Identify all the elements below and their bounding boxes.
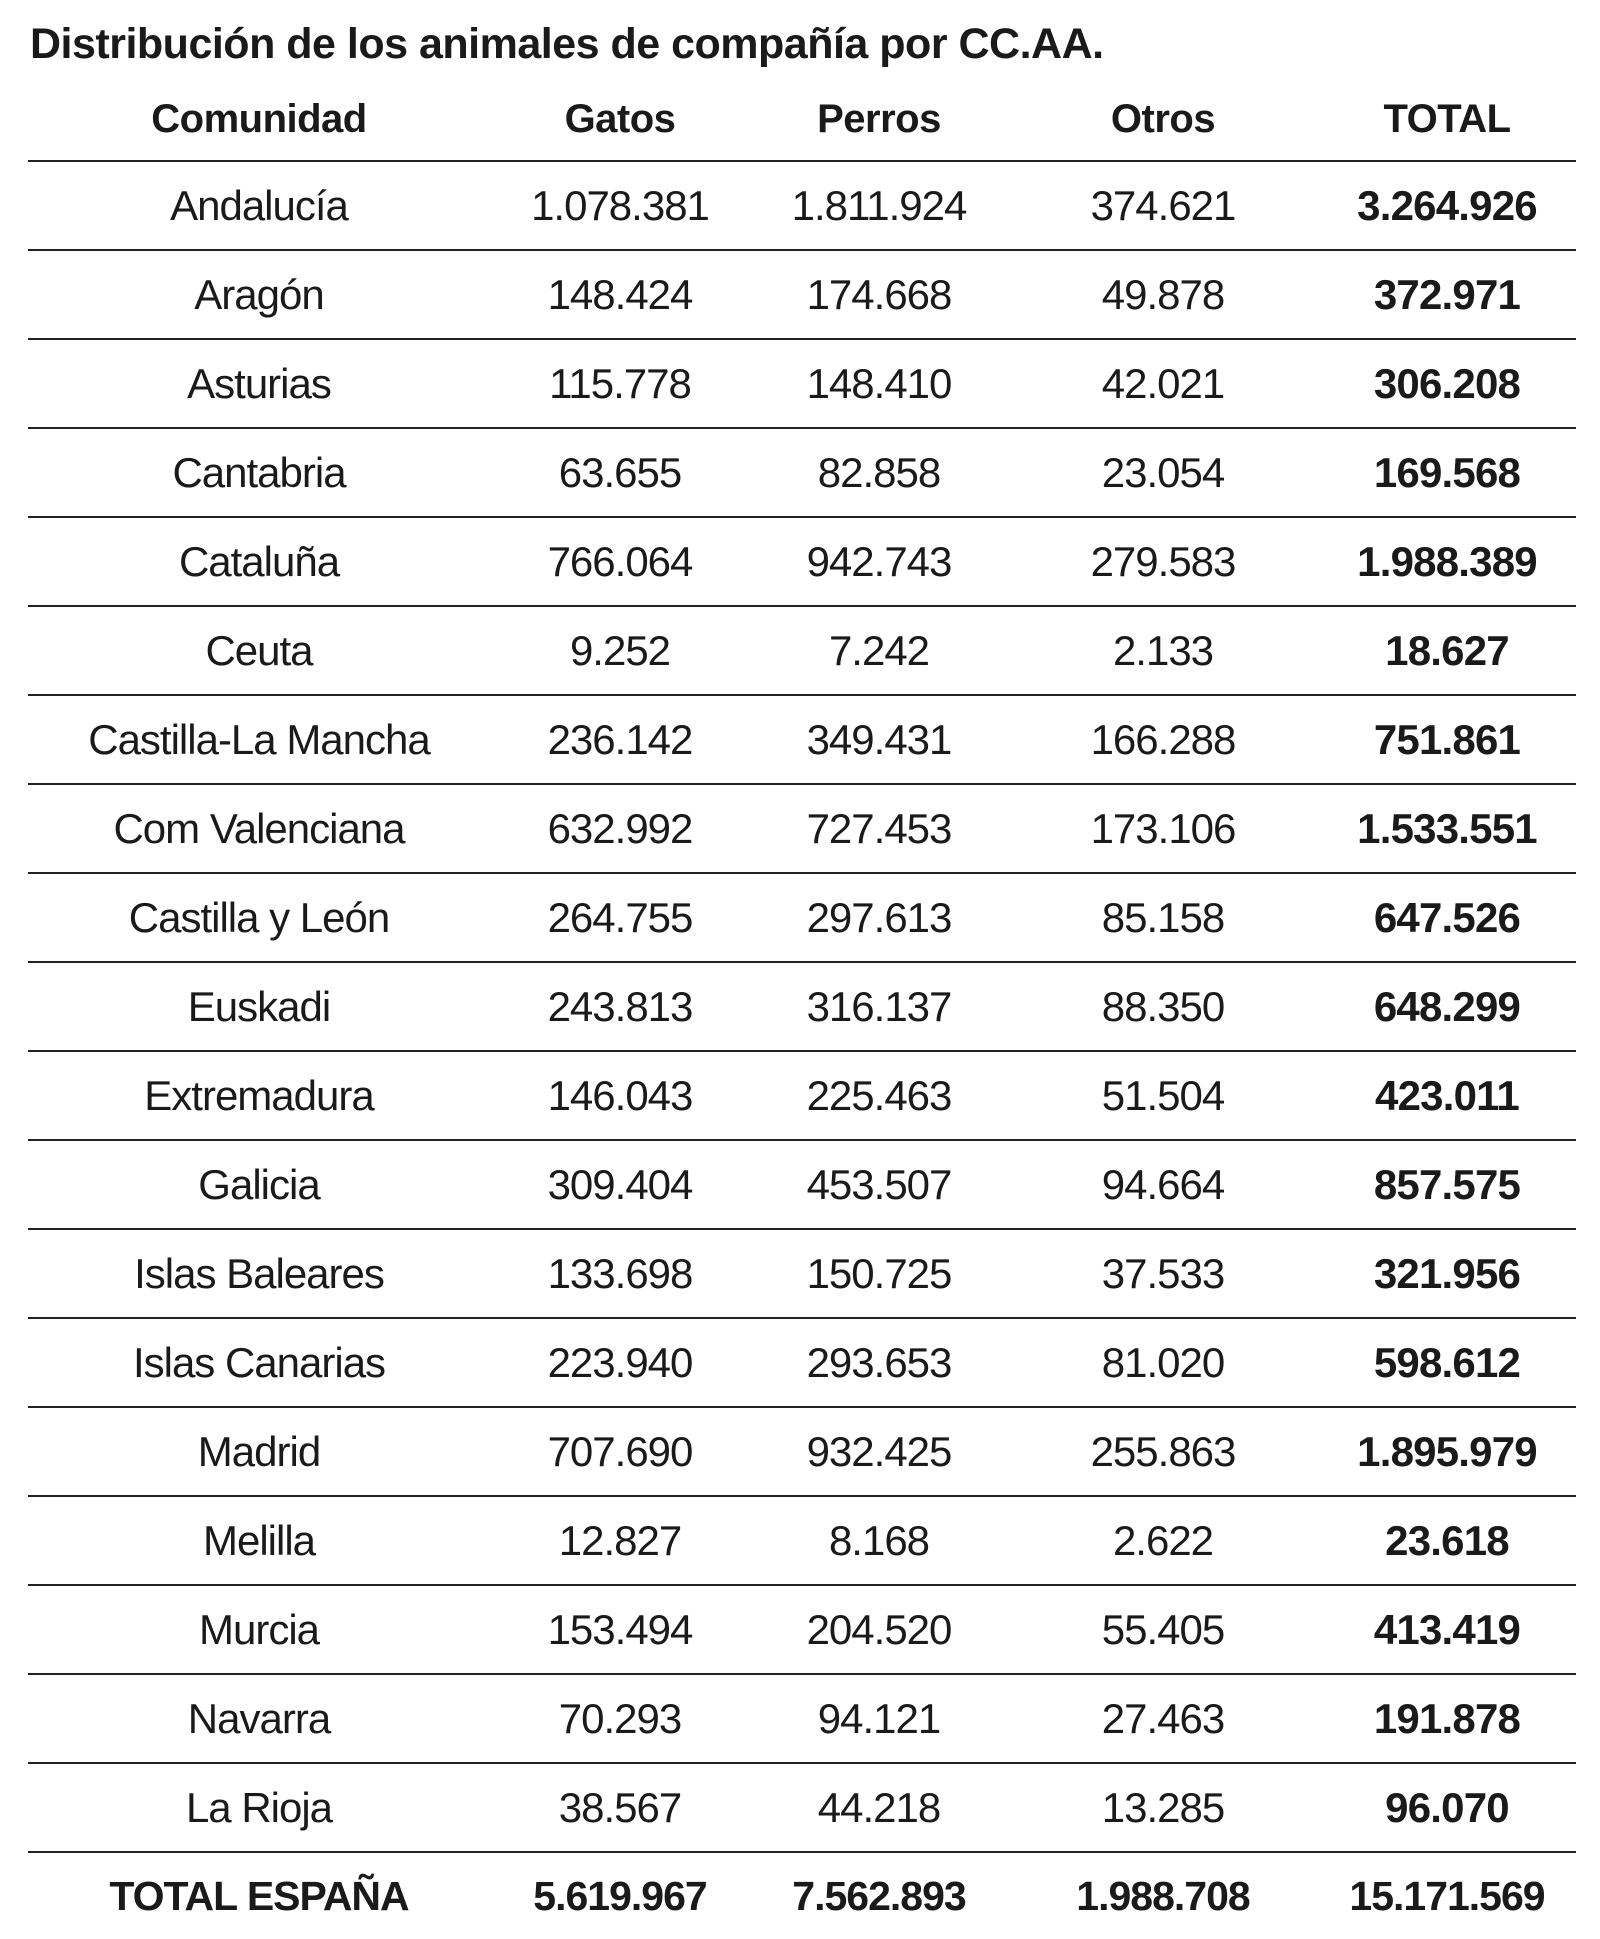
cell-total: 18.627 (1318, 606, 1576, 695)
cell-gatos: 63.655 (490, 428, 750, 517)
cell-perros: 150.725 (750, 1229, 1008, 1318)
cell-gatos: 38.567 (490, 1763, 750, 1852)
cell-otros: 94.664 (1008, 1140, 1318, 1229)
cell-perros: 727.453 (750, 784, 1008, 873)
table-row (28, 1140, 1576, 1229)
cell-total: 598.612 (1318, 1318, 1576, 1407)
cell-gatos: 707.690 (490, 1407, 750, 1496)
cell-comunidad: Murcia (28, 1585, 490, 1674)
cell-perros: 1.811.924 (750, 161, 1008, 250)
cell-gatos: 115.778 (490, 339, 750, 428)
cell-otros: 166.288 (1008, 695, 1318, 784)
cell-perros: 44.218 (750, 1763, 1008, 1852)
cell-otros: 279.583 (1008, 517, 1318, 606)
cell-perros: 297.613 (750, 873, 1008, 962)
cell-total: 306.208 (1318, 339, 1576, 428)
cell-perros: 7.242 (750, 606, 1008, 695)
cell-comunidad: Galicia (28, 1140, 490, 1229)
cell-gatos: 148.424 (490, 250, 750, 339)
cell-comunidad: Melilla (28, 1496, 490, 1585)
table-row (28, 428, 1576, 517)
cell-total: 191.878 (1318, 1674, 1576, 1763)
table-row (28, 517, 1576, 606)
cell-gatos: 70.293 (490, 1674, 750, 1763)
cell-total: 96.070 (1318, 1763, 1576, 1852)
table-row (28, 606, 1576, 695)
total-label: TOTAL ESPAÑA (109, 1872, 409, 1919)
pets-by-region-table (28, 78, 1576, 1939)
cell-total: 1.988.389 (1318, 517, 1576, 606)
header-total: TOTAL (1318, 78, 1576, 161)
cell-otros: 51.504 (1008, 1051, 1318, 1140)
cell-perros: 942.743 (750, 517, 1008, 606)
cell-total: 751.861 (1318, 695, 1576, 784)
table-row (28, 250, 1576, 339)
table-row (28, 1674, 1576, 1763)
cell-otros: 2.622 (1008, 1496, 1318, 1585)
table-row (28, 1318, 1576, 1407)
cell-total: 169.568 (1318, 428, 1576, 517)
cell-otros: 2.133 (1008, 606, 1318, 695)
cell-total: 23.618 (1318, 1496, 1576, 1585)
table-row (28, 962, 1576, 1051)
cell-comunidad: Asturias (28, 339, 490, 428)
cell-otros: 27.463 (1008, 1674, 1318, 1763)
cell-gatos: 146.043 (490, 1051, 750, 1140)
cell-gatos: 1.078.381 (490, 161, 750, 250)
cell-otros: 13.285 (1008, 1763, 1318, 1852)
cell-otros: 49.878 (1008, 250, 1318, 339)
cell-perros: 453.507 (750, 1140, 1008, 1229)
table-row (28, 1051, 1576, 1140)
cell-total: 413.419 (1318, 1585, 1576, 1674)
cell-otros: 37.533 (1008, 1229, 1318, 1318)
table-footer (28, 1852, 1576, 1939)
total-otros: 1.988.708 (1076, 1872, 1250, 1919)
cell-comunidad: Cataluña (28, 517, 490, 606)
page-title: Distribución de los animales de compañía por CC.AA. (30, 20, 1104, 68)
header-comunidad: Comunidad (28, 78, 490, 161)
cell-gatos: 309.404 (490, 1140, 750, 1229)
cell-total: 321.956 (1318, 1229, 1576, 1318)
cell-perros: 8.168 (750, 1496, 1008, 1585)
cell-otros: 88.350 (1008, 962, 1318, 1051)
cell-total: 372.971 (1318, 250, 1576, 339)
cell-comunidad: Castilla y León (28, 873, 490, 962)
cell-perros: 174.668 (750, 250, 1008, 339)
table-header (28, 78, 1576, 161)
cell-otros: 42.021 (1008, 339, 1318, 428)
cell-gatos: 12.827 (490, 1496, 750, 1585)
cell-gatos: 243.813 (490, 962, 750, 1051)
header-perros: Perros (750, 78, 1008, 161)
table-row (28, 873, 1576, 962)
cell-comunidad: Ceuta (28, 606, 490, 695)
header-gatos: Gatos (490, 78, 750, 161)
table-row (28, 161, 1576, 250)
cell-comunidad: Islas Baleares (28, 1229, 490, 1318)
cell-total: 857.575 (1318, 1140, 1576, 1229)
cell-gatos: 766.064 (490, 517, 750, 606)
cell-total: 647.526 (1318, 873, 1576, 962)
cell-comunidad: Navarra (28, 1674, 490, 1763)
table-row (28, 339, 1576, 428)
cell-comunidad: Andalucía (28, 161, 490, 250)
total-perros: 7.562.893 (792, 1872, 966, 1919)
cell-total: 1.533.551 (1318, 784, 1576, 873)
total-row (28, 1852, 1576, 1939)
cell-otros: 374.621 (1008, 161, 1318, 250)
table-row (28, 1763, 1576, 1852)
cell-perros: 932.425 (750, 1407, 1008, 1496)
table-row (28, 1496, 1576, 1585)
cell-perros: 349.431 (750, 695, 1008, 784)
cell-gatos: 153.494 (490, 1585, 750, 1674)
table-row (28, 695, 1576, 784)
cell-gatos: 133.698 (490, 1229, 750, 1318)
table-row (28, 1407, 1576, 1496)
cell-perros: 82.858 (750, 428, 1008, 517)
cell-comunidad: Extremadura (28, 1051, 490, 1140)
cell-perros: 148.410 (750, 339, 1008, 428)
cell-comunidad: Cantabria (28, 428, 490, 517)
table-row (28, 1585, 1576, 1674)
cell-comunidad: Islas Canarias (28, 1318, 490, 1407)
table-row (28, 784, 1576, 873)
cell-comunidad: Euskadi (28, 962, 490, 1051)
cell-comunidad: Com Valenciana (28, 784, 490, 873)
cell-perros: 225.463 (750, 1051, 1008, 1140)
cell-perros: 293.653 (750, 1318, 1008, 1407)
cell-otros: 23.054 (1008, 428, 1318, 517)
cell-otros: 173.106 (1008, 784, 1318, 873)
cell-gatos: 236.142 (490, 695, 750, 784)
cell-otros: 81.020 (1008, 1318, 1318, 1407)
cell-gatos: 9.252 (490, 606, 750, 695)
cell-total: 423.011 (1318, 1051, 1576, 1140)
cell-otros: 55.405 (1008, 1585, 1318, 1674)
table-body (28, 161, 1576, 1852)
total-gatos: 5.619.967 (533, 1872, 707, 1919)
table-row (28, 1229, 1576, 1318)
cell-gatos: 264.755 (490, 873, 750, 962)
cell-comunidad: Aragón (28, 250, 490, 339)
cell-perros: 94.121 (750, 1674, 1008, 1763)
cell-otros: 255.863 (1008, 1407, 1318, 1496)
header-otros: Otros (1008, 78, 1318, 161)
cell-total: 1.895.979 (1318, 1407, 1576, 1496)
cell-total: 3.264.926 (1318, 161, 1576, 250)
cell-comunidad: Castilla-La Mancha (28, 695, 490, 784)
cell-total: 648.299 (1318, 962, 1576, 1051)
total-total: 15.171.569 (1349, 1872, 1545, 1919)
cell-comunidad: Madrid (28, 1407, 490, 1496)
cell-perros: 204.520 (750, 1585, 1008, 1674)
cell-comunidad: La Rioja (28, 1763, 490, 1852)
cell-perros: 316.137 (750, 962, 1008, 1051)
header-row (28, 78, 1576, 161)
cell-gatos: 223.940 (490, 1318, 750, 1407)
cell-gatos: 632.992 (490, 784, 750, 873)
cell-otros: 85.158 (1008, 873, 1318, 962)
